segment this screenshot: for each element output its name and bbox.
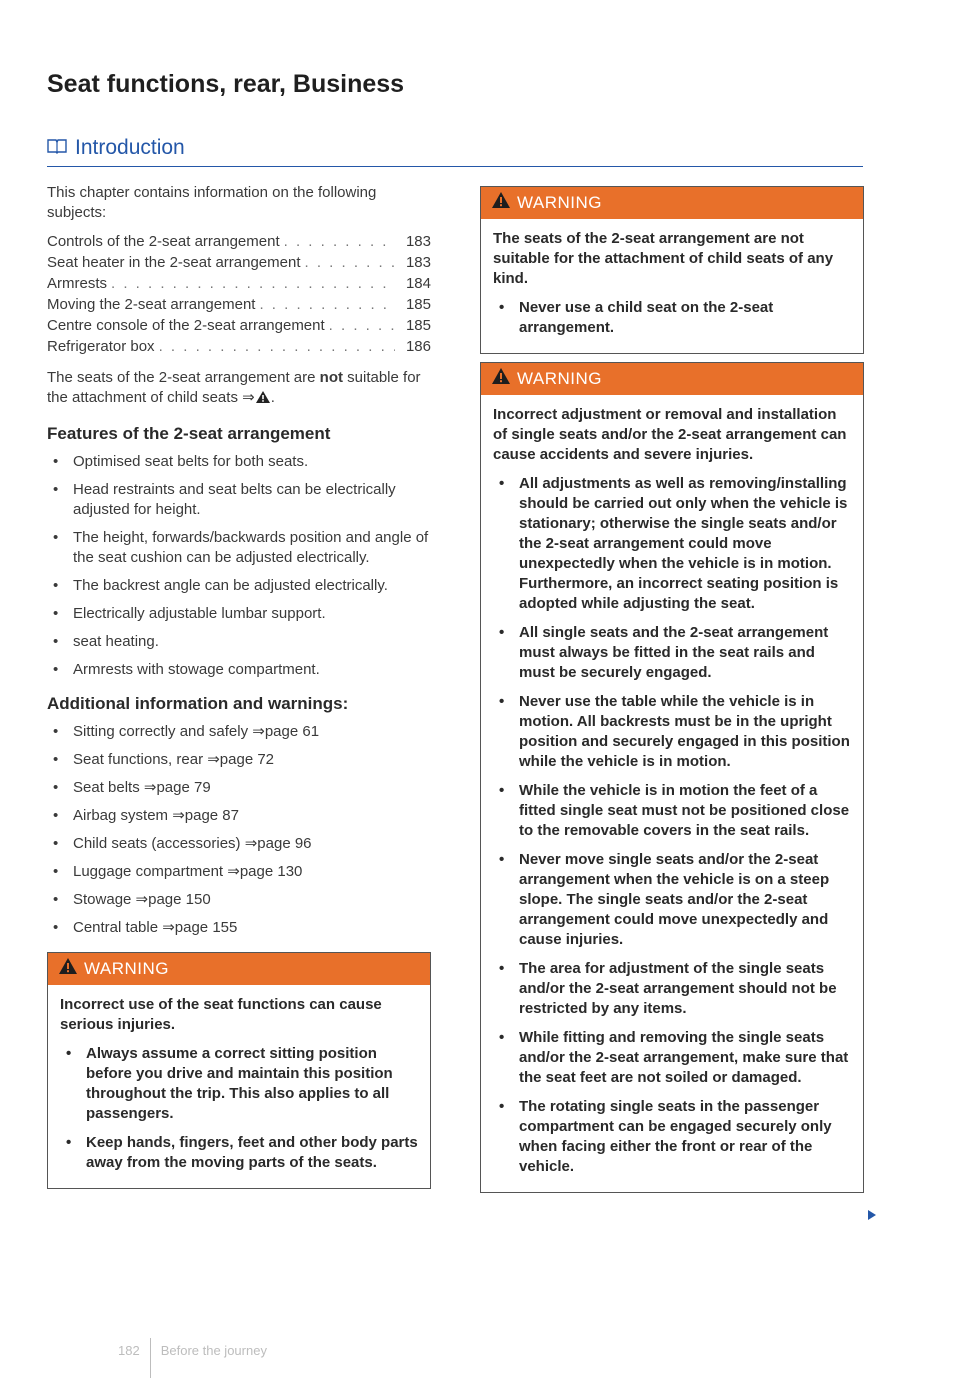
list-item: • While the vehicle is in motion the feet of a fitted single seat must not be positioned close to the removable covers in the seat rails. xyxy=(493,781,851,841)
toc-item[interactable]: Armrests . . . 184 xyxy=(47,274,431,295)
book-icon xyxy=(47,138,67,159)
warning-intro: Incorrect adjustment or removal and installation of single seats and/or the 2-seat arrangement can cause accidents and severe injuries. xyxy=(493,406,847,463)
continue-arrow-icon xyxy=(867,1208,877,1226)
cross-reference-link[interactable]: • Central table ⇒page 155 xyxy=(47,918,431,938)
warning-body xyxy=(48,985,430,1188)
warning-box xyxy=(480,186,864,354)
warning-body xyxy=(481,219,863,353)
warning-box xyxy=(47,952,431,1189)
warning-header xyxy=(481,363,863,395)
cross-reference-link[interactable]: • Seat functions, rear ⇒page 72 xyxy=(47,750,431,770)
page-title: Seat functions, rear, Business xyxy=(47,70,405,98)
list-item: • Always assume a correct sitting position before you drive and maintain this position throughout the trip. This also applies to all passengers. xyxy=(60,1044,418,1124)
list-item: • The height, forwards/backwards position and angle of the seat cushion can be adjusted electrically. xyxy=(47,528,431,568)
footer-divider xyxy=(150,1338,151,1378)
additional-heading: Additional information and warnings: xyxy=(47,694,349,713)
cross-reference-link[interactable]: • Airbag system ⇒page 87 xyxy=(47,806,431,826)
warning-triangle-icon xyxy=(58,957,78,981)
warning-body xyxy=(481,395,863,1192)
toc-item[interactable]: Controls of the 2-seat arrangement . . . 183 xyxy=(47,232,431,253)
warning-label: WARNING xyxy=(517,193,603,212)
toc-item[interactable]: Refrigerator box . . . 186 xyxy=(47,337,431,358)
list-item: • seat heating. xyxy=(47,632,431,652)
list-item: • All adjustments as well as removing/installing should be carried out only when the vehicle is stationary; otherwise the single seats and/or the 2-seat arrangement could move unexpectedly when the vehicle is in motion. Furthermore, an incorrect seating position is adopted while adjusting the seat. xyxy=(493,474,851,614)
list-item: • Never use a child seat on the 2-seat arrangement. xyxy=(493,298,851,338)
list-item: • Never use the table while the vehicle is in motion. All backrests must be in the upright position and securely engaged in this position while the vehicle is in motion. xyxy=(493,692,851,772)
toc-list xyxy=(47,232,431,358)
cross-reference-link[interactable]: • Sitting correctly and safely ⇒page 61 xyxy=(47,722,431,742)
features-heading: Features of the 2-seat arrangement xyxy=(47,424,331,443)
list-item: • The rotating single seats in the passenger compartment can be engaged securely only when facing either the front or rear of the vehicle. xyxy=(493,1097,851,1177)
warning-triangle-icon xyxy=(491,367,511,391)
list-item: • All single seats and the 2-seat arrangement must always be fitted in the seat rails and must be securely engaged. xyxy=(493,623,851,683)
warning-triangle-icon[interactable] xyxy=(255,390,271,410)
list-item: • The area for adjustment of the single seats and/or the 2-seat arrangement should not be restricted by any items. xyxy=(493,959,851,1019)
toc-item[interactable]: Moving the 2-seat arrangement . . . 185 xyxy=(47,295,431,316)
chapter-name: Before the journey xyxy=(160,1342,267,1358)
warning-box xyxy=(480,362,864,1193)
cross-reference-link[interactable]: • Luggage compartment ⇒page 130 xyxy=(47,862,431,882)
list-item: • Head restraints and seat belts can be electrically adjusted for height. xyxy=(47,480,431,520)
list-item: • Armrests with stowage compartment. xyxy=(47,660,431,680)
page-footer xyxy=(118,1330,267,1370)
cross-reference-link[interactable]: • Child seats (accessories) ⇒page 96 xyxy=(47,834,431,854)
list-item: • While fitting and removing the single seats and/or the 2-seat arrangement, make sure that the seat feet are not soiled or damaged. xyxy=(493,1028,851,1088)
list-item: • The backrest angle can be adjusted electrically. xyxy=(47,576,431,596)
toc-item[interactable]: Centre console of the 2-seat arrangement . . . 185 xyxy=(47,316,431,337)
left-column xyxy=(47,183,431,1189)
list-item: • Optimised seat belts for both seats. xyxy=(47,452,431,472)
right-column xyxy=(480,186,864,1201)
warning-header xyxy=(481,187,863,219)
intro-lead: This chapter contains information on the following subjects: xyxy=(47,184,377,221)
cross-reference-link[interactable]: • Stowage ⇒page 150 xyxy=(47,890,431,910)
list-item: • Keep hands, fingers, feet and other body parts away from the moving parts of the seats. xyxy=(60,1133,418,1173)
warning-header xyxy=(48,953,430,985)
section-heading xyxy=(47,136,863,167)
toc-item[interactable]: Seat heater in the 2-seat arrangement . . . 183 xyxy=(47,253,431,274)
warning-intro: Incorrect use of the seat functions can cause serious injuries. xyxy=(60,996,382,1033)
list-item: • Never move single seats and/or the 2-seat arrangement when the vehicle is on a steep slope. The single seats and/or the 2-seat arrangement could move unexpectedly and cause injuries. xyxy=(493,850,851,950)
cross-reference-link[interactable]: • Seat belts ⇒page 79 xyxy=(47,778,431,798)
warning-label: WARNING xyxy=(517,369,603,388)
child-seat-note: The seats of the 2-seat arrangement are not suitable for the attachment of child seats ⇒ . xyxy=(47,368,431,410)
warning-label: WARNING xyxy=(84,959,170,978)
warning-triangle-icon xyxy=(491,191,511,215)
page-number: 182 xyxy=(118,1342,140,1358)
list-item: • Electrically adjustable lumbar support. xyxy=(47,604,431,624)
warning-intro: The seats of the 2-seat arrangement are not suitable for the attachment of child seats of any kind. xyxy=(493,230,834,287)
section-title: Introduction xyxy=(75,136,185,159)
